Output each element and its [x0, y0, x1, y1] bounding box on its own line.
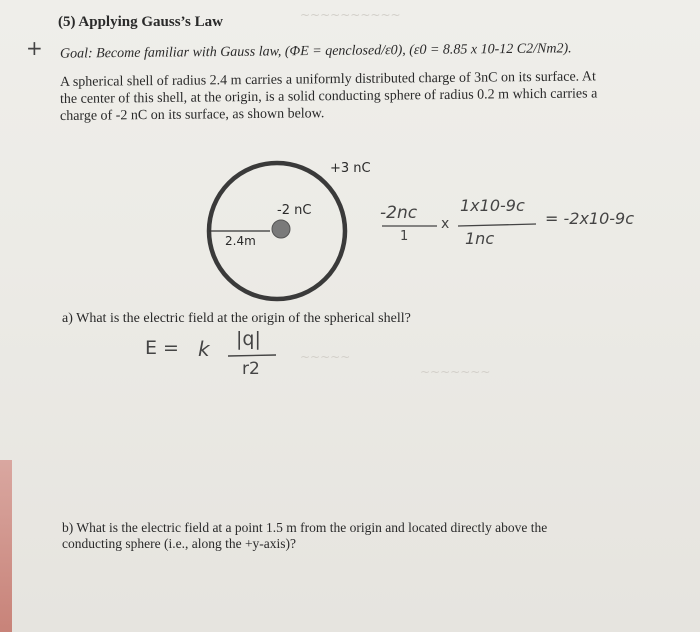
conversion-denominator-1: 1	[400, 229, 409, 244]
radius-label: 2.4m	[225, 234, 256, 248]
conversion-result: = -2x10-9c	[545, 209, 635, 228]
inner-charge-label: -2 nC	[277, 203, 312, 218]
margin-mark: +	[26, 36, 43, 60]
question-b-line: conducting sphere (i.e., along the +y-axis)?	[62, 536, 297, 551]
answer-a-k: k	[198, 337, 210, 361]
goal-line: Goal: Become familiar with Gauss law, (ΦE = qenclosed/ε0), (ε0 = 8.85 x 10-12 C2/Nm2).	[60, 41, 572, 62]
paragraph-line: A spherical shell of radius 2.4 m carries a uniformly distributed charge of 3nC on its surface. At	[60, 69, 596, 90]
problem-heading: (5) Applying Gauss’s Law	[58, 14, 223, 30]
answer-a-lhs: E =	[145, 337, 179, 359]
bleed-through-mark: ~~~~~~~	[420, 365, 491, 379]
conversion-numerator-2: 1x10-9c	[460, 196, 525, 215]
question-b-line: b) What is the electric field at a point 1.5 m from the origin and located directly above the	[62, 520, 548, 535]
answer-a-denominator: r2	[242, 359, 260, 379]
bleed-through-mark: ~~~~~~~~~~	[300, 8, 401, 22]
question-b	[62, 520, 547, 552]
conversion-numerator-1: -2nc	[380, 203, 418, 223]
conversion-denominator-2: 1nc	[465, 229, 495, 248]
answer-a-numerator: |q|	[236, 328, 261, 350]
paragraph-line: charge of -2 nC on its surface, as shown below.	[60, 106, 325, 124]
times-sign: x	[441, 216, 450, 232]
paragraph-line: the center of this shell, at the origin, is a solid conducting sphere of radius 0.2 m which carries a	[60, 86, 598, 107]
shell-charge-label: +3 nC	[330, 161, 371, 176]
fraction-bar	[228, 355, 276, 356]
question-a: a) What is the electric field at the origin of the spherical shell?	[62, 311, 411, 326]
bleed-through-mark: ~~~~~	[300, 350, 351, 364]
